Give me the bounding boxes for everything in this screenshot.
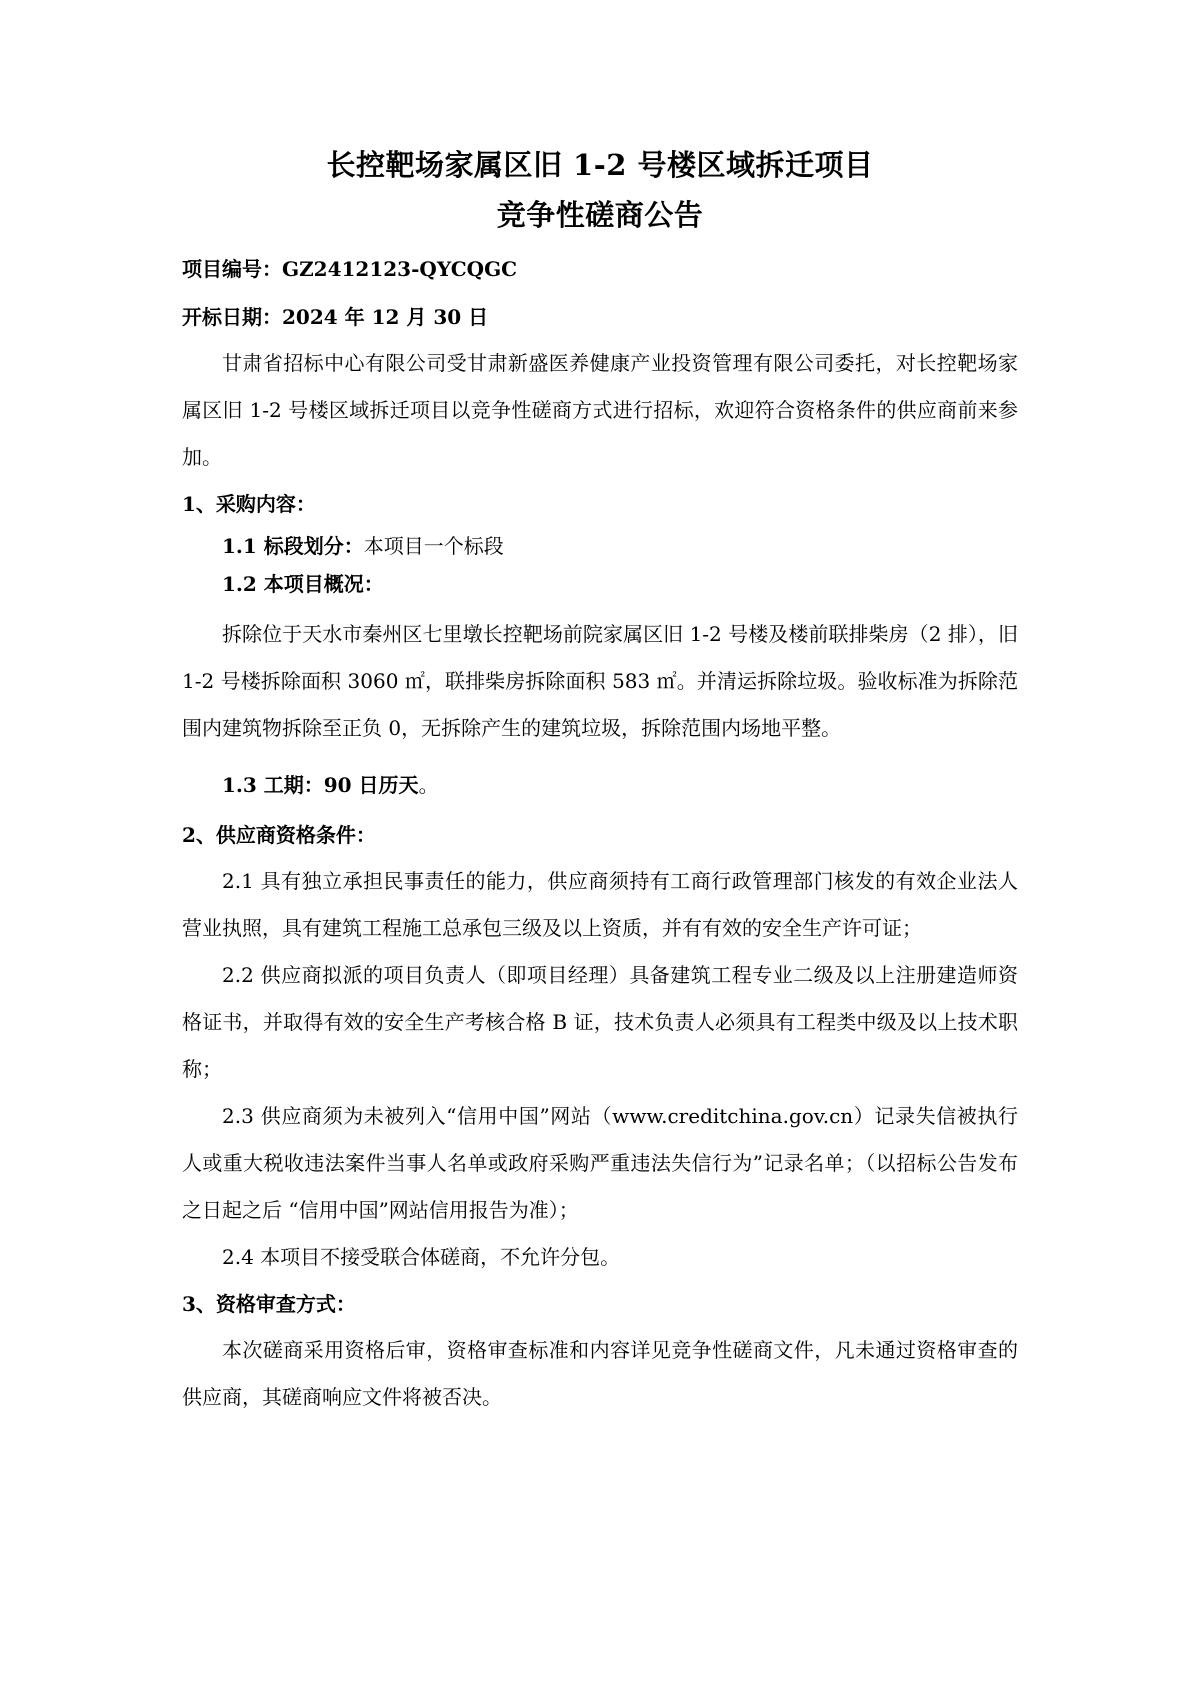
item-2-2: 2.2 供应商拟派的项目负责人（即项目经理）具备建筑工程专业二级及以上注册建造师资格证书，并取得有效的安全生产考核合格 B 证，技术负责人必须具有工程类中级及以上技术职称； <box>182 963 1018 1081</box>
item-2-3: 2.3 供应商须为未被列入“信用中国”网站（www.creditchina.gov.cn）记录失信被执行人或重大税收违法案件当事人名单或政府采购严重违法失信行为”记录名单；（以招标公告发布之日起之后 “信用中国”网站信用报告为准）； <box>182 1104 1018 1222</box>
document-title-line2: 竞争性磋商公告 <box>496 198 704 232</box>
intro-paragraph: 甘肃省招标中心有限公司受甘肃新盛医养健康产业投资管理有限公司委托，对长控靶场家属区旧 1-2 号楼区域拆迁项目以竞争性磋商方式进行招标，欢迎符合资格条件的供应商前来参加。 <box>182 351 1018 469</box>
item-1-1-value: 本项目一个标段 <box>363 534 504 558</box>
project-number-value: GZ2412123-QYCQGC <box>282 257 518 281</box>
item-1-2 <box>182 565 1018 603</box>
document-title-line1: 长控靶场家属区旧 1-2 号楼区域拆迁项目 <box>326 148 874 182</box>
item-2-1: 2.1 具有独立承担民事责任的能力，供应商须持有工商行政管理部门核发的有效企业法人营业执照，具有建筑工程施工总承包三级及以上资质，并有有效的安全生产许可证； <box>182 869 1018 940</box>
item-1-3-suffix: 。 <box>418 773 439 797</box>
item-1-1 <box>182 527 1018 565</box>
project-number-row <box>182 254 1018 284</box>
document-page <box>182 140 1018 1421</box>
section3-heading: 3、资格审查方式： <box>182 1292 356 1316</box>
project-number-label: 项目编号： <box>182 257 282 281</box>
item-1-3-label: 1.3 工期：90 日历天 <box>222 773 419 797</box>
item-1-2-body: 拆除位于天水市秦州区七里墩长控靶场前院家属区旧 1-2 号楼及楼前联排柴房（2 排），旧 1-2 号楼拆除面积 3060 ㎡，联排柴房拆除面积 583 ㎡。并清运拆除垃圾。验收标准为拆除范围内建筑物拆除至正负 0，无拆除产生的建筑垃圾，拆除范围内场地平整。 <box>182 622 1018 740</box>
section3-body: 本次磋商采用资格后审，资格审查标准和内容详见竞争性磋商文件，凡未通过资格审查的供应商，其磋商响应文件将被否决。 <box>182 1338 1018 1409</box>
item-1-1-label: 1.1 标段划分： <box>222 534 364 558</box>
item-2-4: 2.4 本项目不接受联合体磋商，不允许分包。 <box>222 1245 621 1269</box>
opening-date-row <box>182 302 1018 332</box>
item-1-3 <box>182 766 1018 804</box>
item-1-2-label: 1.2 本项目概况： <box>222 572 384 596</box>
section2-heading: 2、供应商资格条件： <box>182 823 376 847</box>
opening-date-label: 开标日期： <box>182 305 282 329</box>
opening-date-value: 2024 年 12 月 30 日 <box>282 305 489 329</box>
section1-heading: 1、采购内容： <box>182 492 316 516</box>
